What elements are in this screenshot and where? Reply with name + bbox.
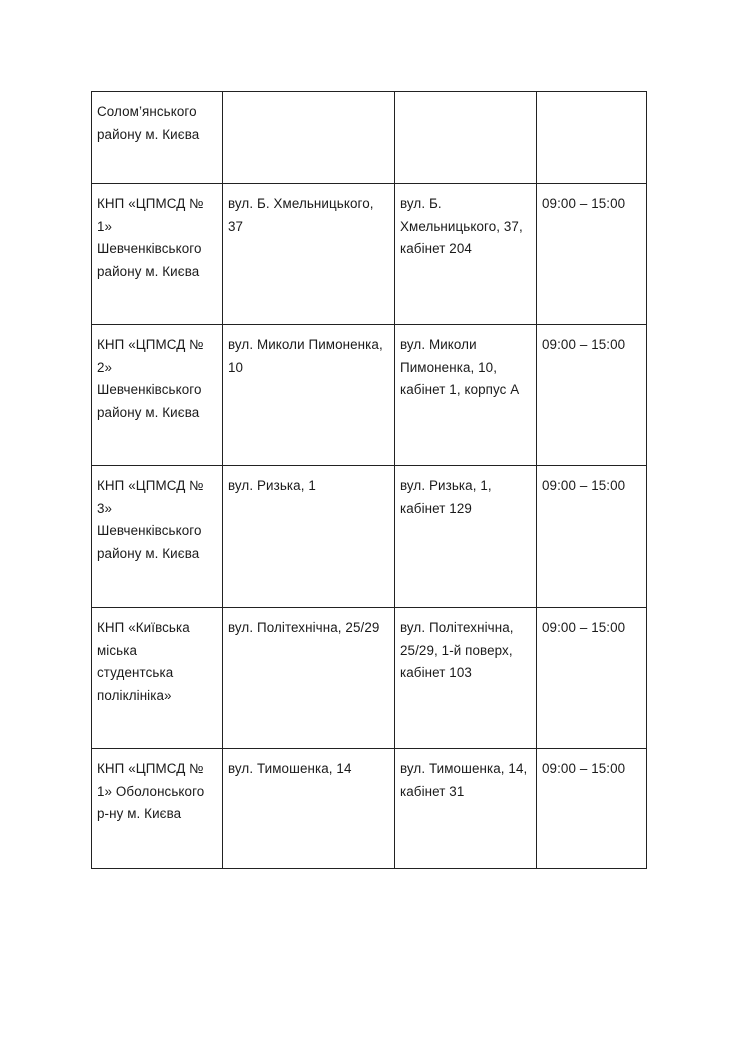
table-row xyxy=(92,184,647,325)
hours-cell: 09:00 – 15:00 xyxy=(537,184,647,325)
institution-cell: КНП «ЦПМСД № 2» Шевченківського району м. Києва xyxy=(92,325,223,466)
institution-cell: КНП «Київська міська студентська поліклініка» xyxy=(92,608,223,749)
location-cell: вул. Ризька, 1, кабінет 129 xyxy=(395,466,537,608)
address-cell xyxy=(223,92,395,184)
table-row xyxy=(92,325,647,466)
hours-cell: 09:00 – 15:00 xyxy=(537,325,647,466)
location-cell xyxy=(395,92,537,184)
location-cell: вул. Миколи Пимоненка, 10, кабінет 1, корпус А xyxy=(395,325,537,466)
institution-cell: КНП «ЦПМСД № 1» Шевченківського району м. Києва xyxy=(92,184,223,325)
institution-cell: Солом’янського району м. Києва xyxy=(92,92,223,184)
institution-cell: КНП «ЦПМСД № 1» Оболонського р-ну м. Києва xyxy=(92,749,223,869)
table-row xyxy=(92,749,647,869)
table-row xyxy=(92,466,647,608)
location-cell: вул. Тимошенка, 14, кабінет 31 xyxy=(395,749,537,869)
address-cell: вул. Б. Хмельницького, 37 xyxy=(223,184,395,325)
table-row xyxy=(92,92,647,184)
institution-cell: КНП «ЦПМСД № 3» Шевченківського району м. Києва xyxy=(92,466,223,608)
table-row xyxy=(92,608,647,749)
address-cell: вул. Миколи Пимоненка, 10 xyxy=(223,325,395,466)
hours-cell xyxy=(537,92,647,184)
hours-cell: 09:00 – 15:00 xyxy=(537,608,647,749)
location-cell: вул. Політехнічна, 25/29, 1-й поверх, кабінет 103 xyxy=(395,608,537,749)
hours-cell: 09:00 – 15:00 xyxy=(537,749,647,869)
clinics-table xyxy=(91,91,647,869)
address-cell: вул. Ризька, 1 xyxy=(223,466,395,608)
address-cell: вул. Тимошенка, 14 xyxy=(223,749,395,869)
address-cell: вул. Політехнічна, 25/29 xyxy=(223,608,395,749)
hours-cell: 09:00 – 15:00 xyxy=(537,466,647,608)
location-cell: вул. Б. Хмельницького, 37, кабінет 204 xyxy=(395,184,537,325)
